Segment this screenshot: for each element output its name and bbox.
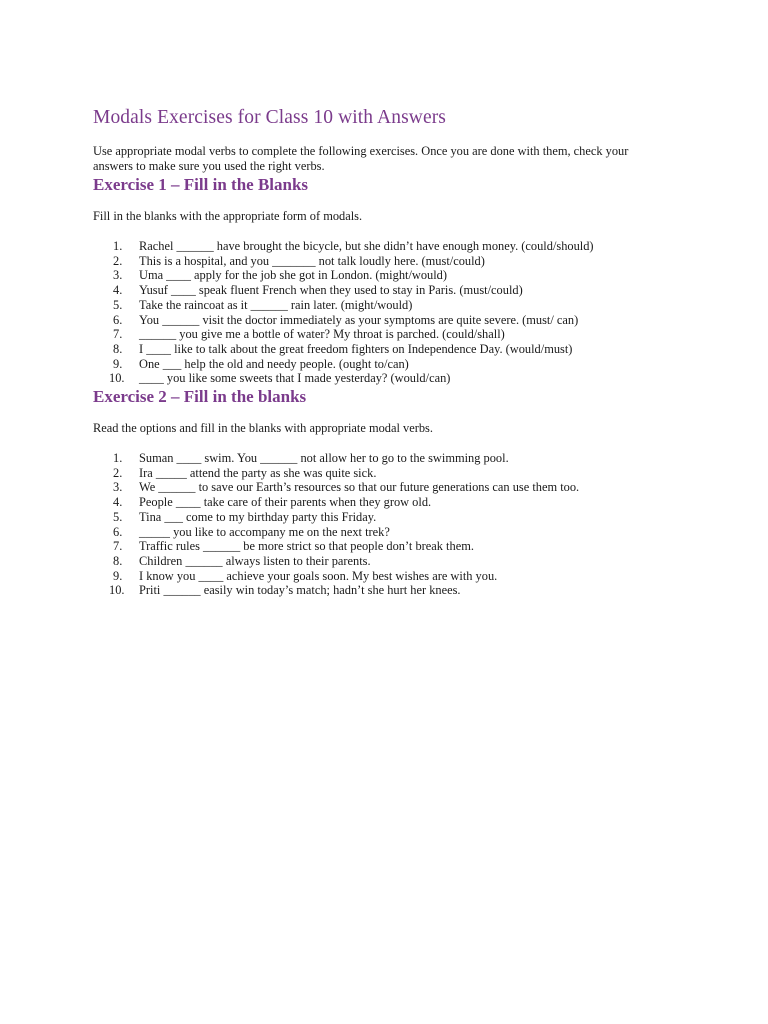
question-text: Traffic rules ______ be more strict so that people don’t break them. [139, 539, 474, 554]
intro-paragraph: Use appropriate modal verbs to complete the following exercises. Once you are done with them, check your answers to make sure you used the right verbs. [93, 144, 629, 173]
question-text: People ____ take care of their parents when they grow old. [139, 495, 432, 510]
question-number: 1. [113, 239, 123, 253]
question-number: 1. [113, 451, 123, 466]
question-text: ____ you like some sweets that I made yesterday? (would/can) [139, 371, 451, 386]
exercise-1-question-list [93, 239, 708, 386]
question-item [93, 298, 708, 313]
question-item [93, 583, 708, 598]
exercise-2-instructions: Read the options and fill in the blanks with appropriate modal verbs. [93, 421, 433, 436]
question-text: One ___ help the old and needy people. (ought to/can) [139, 356, 409, 371]
question-number: 10. [109, 583, 125, 598]
exercise-2-question-list [93, 451, 708, 598]
question-text: Yusuf ____ speak fluent French when they used to stay in Paris. (must/could) [139, 283, 523, 298]
question-text: Children ______ always listen to their parents. [139, 553, 371, 568]
question-item [93, 357, 708, 372]
question-text: Suman ____ swim. You ______ not allow her to go to the swimming pool. [139, 451, 509, 466]
question-text: I ____ like to talk about the great freedom fighters on Independence Day. (would/must) [139, 341, 573, 356]
question-number: 7. [113, 539, 123, 554]
question-number: 3. [113, 480, 123, 495]
question-text: I know you ____ achieve your goals soon. My best wishes are with you. [139, 568, 498, 583]
question-item [93, 342, 708, 357]
question-number: 4. [113, 495, 123, 510]
question-text: Take the raincoat as it ______ rain later. (might/would) [139, 297, 413, 312]
question-item [93, 451, 708, 466]
question-item [93, 539, 708, 554]
question-number: 6. [113, 312, 123, 327]
question-item [93, 525, 708, 540]
question-item [93, 480, 708, 495]
question-text: Ira _____ attend the party as she was quite sick. [139, 465, 377, 480]
question-number: 8. [113, 341, 123, 356]
question-number: 10. [109, 371, 125, 386]
question-number: 9. [113, 568, 123, 583]
question-item [93, 569, 708, 584]
question-text: Priti ______ easily win today’s match; hadn’t she hurt her knees. [139, 583, 461, 598]
question-text: ______ you give me a bottle of water? My throat is parched. (could/shall) [139, 327, 505, 342]
question-number: 8. [113, 553, 123, 568]
question-item [93, 371, 708, 386]
question-item [93, 254, 708, 269]
exercise-1-heading: Exercise 1 – Fill in the Blanks [93, 175, 309, 194]
question-number: 6. [113, 524, 123, 539]
question-item [93, 495, 708, 510]
question-item [93, 239, 708, 254]
question-item [93, 327, 708, 342]
exercise-1-instructions: Fill in the blanks with the appropriate form of modals. [93, 209, 363, 223]
question-item [93, 466, 708, 481]
exercise-2-heading: Exercise 2 – Fill in the blanks [93, 387, 307, 407]
question-number: 4. [113, 283, 123, 298]
question-item [93, 268, 708, 283]
question-text: Uma ____ apply for the job she got in London. (might/would) [139, 268, 448, 283]
question-number: 2. [113, 253, 123, 268]
question-text: You ______ visit the doctor immediately as your symptoms are quite severe. (must/ can) [139, 312, 579, 327]
question-text: This is a hospital, and you _______ not talk loudly here. (must/could) [139, 253, 485, 268]
question-item [93, 554, 708, 569]
question-text: Rachel ______ have brought the bicycle, but she didn’t have enough money. (could/should) [139, 239, 594, 253]
question-number: 5. [113, 297, 123, 312]
question-text: Tina ___ come to my birthday party this Friday. [139, 509, 377, 524]
question-number: 5. [113, 509, 123, 524]
question-item [93, 313, 708, 328]
question-number: 2. [113, 465, 123, 480]
question-item [93, 510, 708, 525]
page-title: Modals Exercises for Class 10 with Answers [93, 107, 446, 128]
question-item [93, 283, 708, 298]
question-text: We ______ to save our Earth’s resources so that our future generations can use them too. [139, 480, 580, 495]
question-number: 3. [113, 268, 123, 283]
question-number: 7. [113, 327, 123, 342]
question-number: 9. [113, 356, 123, 371]
question-text: _____ you like to accompany me on the next trek? [139, 524, 390, 539]
